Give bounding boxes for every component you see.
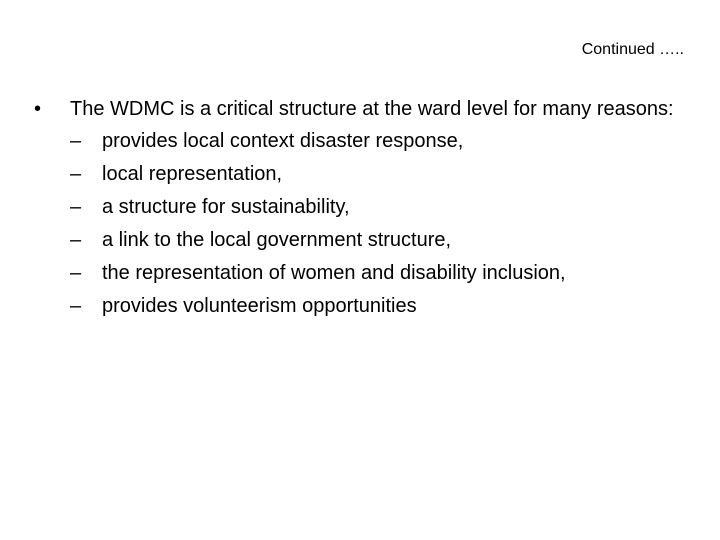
sub-bullet-item xyxy=(70,260,684,293)
bullet-icon: • xyxy=(34,98,42,120)
sub-bullet-text: local representation, xyxy=(102,163,283,185)
main-bullet-text: The WDMC is a critical structure at the ward level for many reasons: xyxy=(70,98,674,120)
dash-icon: – xyxy=(70,295,82,317)
sub-bullet-item xyxy=(70,194,684,227)
sub-bullet-item xyxy=(70,227,684,260)
sub-bullet-item xyxy=(70,128,684,161)
slide-content xyxy=(34,96,684,326)
sub-bullet-item xyxy=(70,293,684,326)
main-bullet xyxy=(34,96,684,122)
sub-bullet-list xyxy=(34,128,684,326)
continued-label: Continued ….. xyxy=(581,41,684,58)
dash-icon: – xyxy=(70,229,82,251)
sub-bullet-item xyxy=(70,161,684,194)
sub-bullet-text: a structure for sustainability, xyxy=(102,196,350,218)
sub-bullet-text: the representation of women and disability inclusion, xyxy=(102,262,566,284)
dash-icon: – xyxy=(70,130,82,152)
sub-bullet-text: provides volunteerism opportunities xyxy=(102,295,417,317)
dash-icon: – xyxy=(70,262,82,284)
sub-bullet-text: a link to the local government structure, xyxy=(102,229,452,251)
sub-bullet-text: provides local context disaster response, xyxy=(102,130,464,152)
dash-icon: – xyxy=(70,196,82,218)
dash-icon: – xyxy=(70,163,82,185)
